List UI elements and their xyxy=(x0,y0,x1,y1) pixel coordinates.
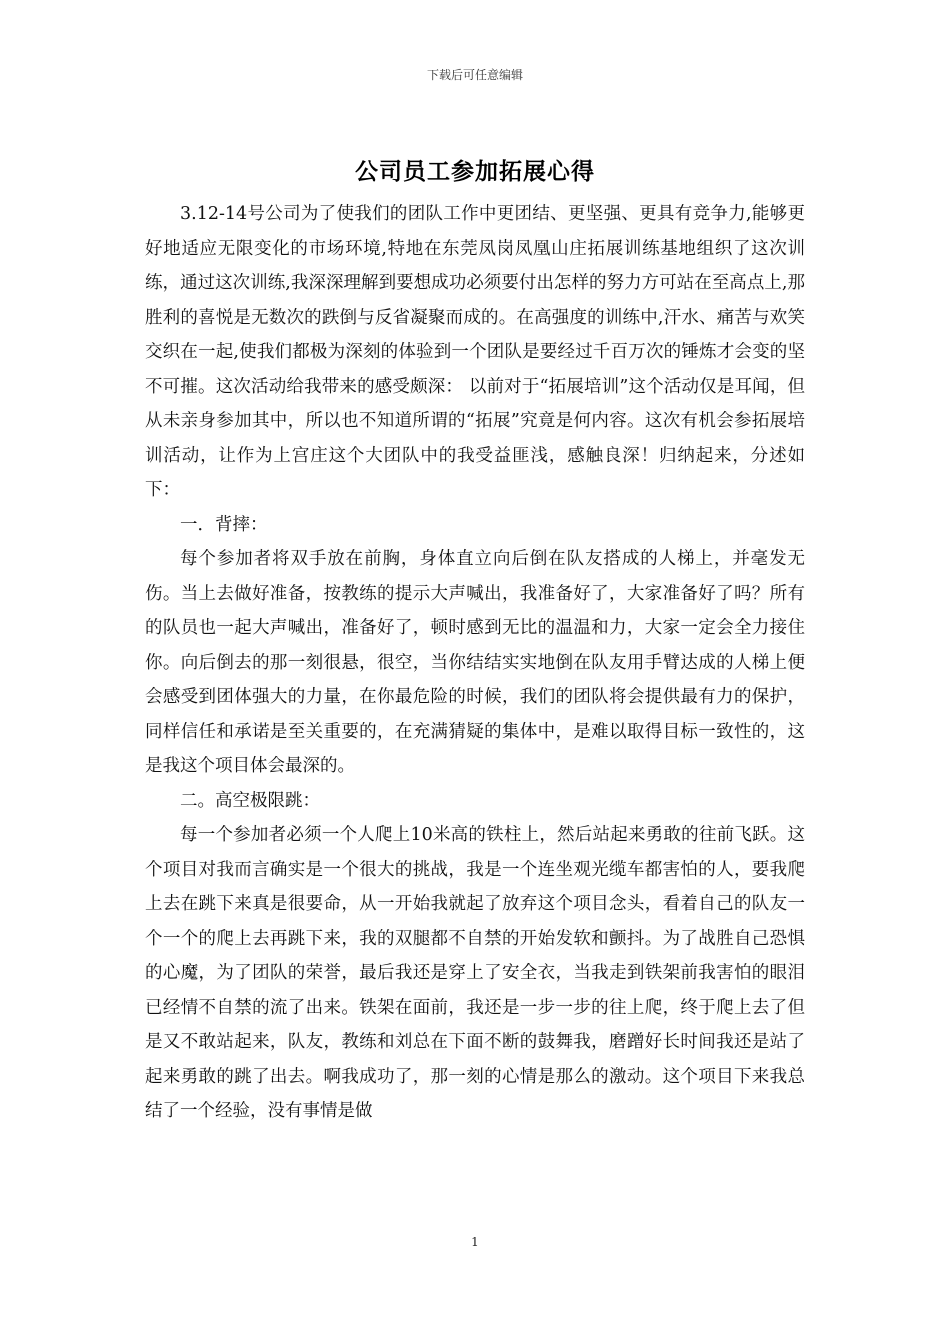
paragraph-trust-fall: 每个参加者将双手放在前胸，身体直立向后倒在队友搭成的人梯上，并毫发无伤。当上去做好准备，按教练的提示大声喊出，我准备好了，大家准备好了吗？所有的队员也一起大声喊出，准备好了，顿时感到无比的温温和力，大家一定会全力接住你。向后倒去的那一刻很悬，很空，当你结结实实地倒在队友用手臂达成的人梯上便会感受到团体强大的力量，在你最危险的时候，我们的团队将会提供最有力的保护，同样信任和承诺是至关重要的，在充满猜疑的集体中，是难以取得目标一致性的，这是我这个项目体会最深的。 xyxy=(145,549,805,776)
page-number: 1 xyxy=(471,1235,479,1249)
section-heading-trust-fall: 一．背摔： xyxy=(180,514,268,535)
section-heading-high-jump: 二。高空极限跳： xyxy=(180,790,320,811)
header-note: 下载后可任意编辑 xyxy=(426,68,523,82)
document-body xyxy=(145,197,805,1129)
paragraph-high-jump: 每一个参加者必须一个人爬上10米高的铁柱上，然后站起来勇敢的往前飞跃。这个项目对我而言确实是一个很大的挑战，我是一个连坐观光缆车都害怕的人，要我爬上去在跳下来真是很要命，从一开始我就起了放弃这个项目念头，看着自己的队友一个一个的爬上去再跳下来，我的双腿都不自禁的开始发软和颤抖。为了战胜自己恐惧的心魔，为了团队的荣誉，最后我还是穿上了安全衣，当我走到铁架前我害怕的眼泪已经情不自禁的流了出来。铁架在面前，我还是一步一步的往上爬，终于爬上去了但是又不敢站起来，队友，教练和刘总在下面不断的鼓舞我，磨蹭好长时间我还是站了起来勇敢的跳了出去。啊我成功了，那一刻的心情是那么的激动。这个项目下来我总结了一个经验，没有事情是做 xyxy=(145,825,805,1121)
document-title: 公司员工参加拓展心得 xyxy=(355,159,595,185)
paragraph-intro: 3.12-14号公司为了使我们的团队工作中更团结、更坚强、更具有竞争力,能够更好地适应无限变化的市场环境,特地在东莞凤岗凤凰山庄拓展训练基地组织了这次训练，通过这次训练,我深深理解到要想成功必须要付出怎样的努力方可站在至高点上,那胜利的喜悦是无数次的跌倒与反省凝聚而成的。在高强度的训练中,汗水、痛苦与欢笑交织在一起,使我们都极为深刻的体验到一个团队是要经过千百万次的锤炼才会变的坚不可摧。这次活动给我带来的感受颇深： 以前对于“拓展培训”这个活动仅是耳闻，但从未亲身参加其中，所以也不知道所谓的“拓展”究竟是何内容。这次有机会参拓展培训活动，让作为上宫庄这个大团队中的我受益匪浅，感触良深！归纳起来，分述如下： xyxy=(145,204,805,500)
